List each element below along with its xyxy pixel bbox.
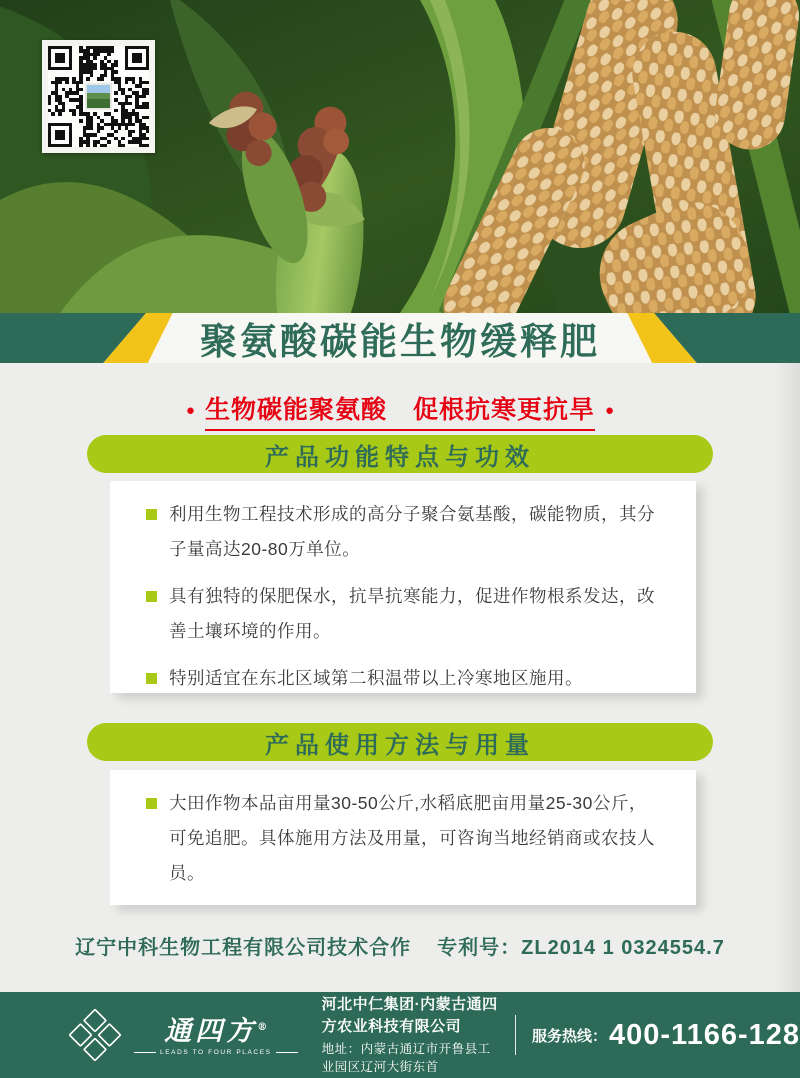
patent-number: ZL2014 1 0324554.7 [521,937,725,959]
list-item [146,497,662,567]
list-item [146,786,662,891]
hotline-label: 服务热线： [531,1027,607,1045]
slogan-text: 生物碳能聚氨酸 促根抗寒更抗旱 [205,390,595,431]
cooperation-patent-line [0,931,800,960]
company-logo [72,1012,302,1058]
company-name: 河北中仁集团·内蒙古通四方农业科技有限公司 [321,996,498,1035]
qr-finder-icon [48,123,72,147]
company-address: 地址：内蒙古通辽市开鲁县工业园区辽河大街东首 [321,1041,491,1074]
company-info [322,994,502,1076]
logo-text [130,1014,302,1056]
slogan-line [0,363,800,427]
tagline-rule [276,1052,298,1053]
logo-name: 通四方® [164,1016,268,1047]
square-bullet-icon [146,673,157,684]
page-edge-shadow [774,363,800,992]
section-heading-usage: 产品使用方法与用量 [87,723,713,761]
title-band [0,313,800,363]
hero-photo [0,0,800,313]
hotline-number: 400-1166-128 [609,1018,800,1051]
list-item-text: 利用生物工程技术形成的高分子聚合氨基酸，碳能物质，其分子量高达20-80万单位。 [169,504,655,559]
list-item-text: 大田作物本品亩用量30-50公斤,水稻底肥亩用量25-30公斤，可免追肥。具体施用方法及用量，可咨询当地经销商或农技人员。 [169,793,655,883]
bullet-dot-icon: ● [605,401,615,419]
diamond-logo-icon [68,1008,121,1061]
cooperation-text: 辽宁中科生物工程有限公司技术合作 [75,937,412,959]
square-bullet-icon [146,591,157,602]
bullet-dot-icon: ● [185,401,195,419]
usage-card [110,770,696,905]
list-item [146,661,662,693]
features-card [110,481,696,693]
qr-code [42,40,155,153]
qr-center-photo [85,83,112,110]
qr-finder-icon [48,46,72,70]
footer-divider [515,1015,516,1055]
registered-mark: ® [257,1022,268,1033]
footer [0,992,800,1078]
list-item-text: 特别适宜在东北区域第二积温带以上冷寒地区施用。 [169,668,583,688]
list-item-text: 具有独特的保肥保水，抗旱抗寒能力，促进作物根系发达，改善土壤环境的作用。 [169,586,655,641]
square-bullet-icon [146,509,157,520]
logo-tagline: LEADS TO FOUR PLACES [130,1049,302,1056]
qr-grid [48,46,149,147]
tagline-rule [134,1052,156,1053]
content-area [0,363,800,992]
list-item [146,579,662,649]
patent-label: 专利号： [437,937,522,959]
service-hotline [532,1019,800,1052]
square-bullet-icon [146,798,157,809]
section-heading-features: 产品功能特点与功效 [87,435,713,473]
qr-finder-icon [125,46,149,70]
product-title: 聚氨酸碳能生物缓释肥 [200,321,600,362]
